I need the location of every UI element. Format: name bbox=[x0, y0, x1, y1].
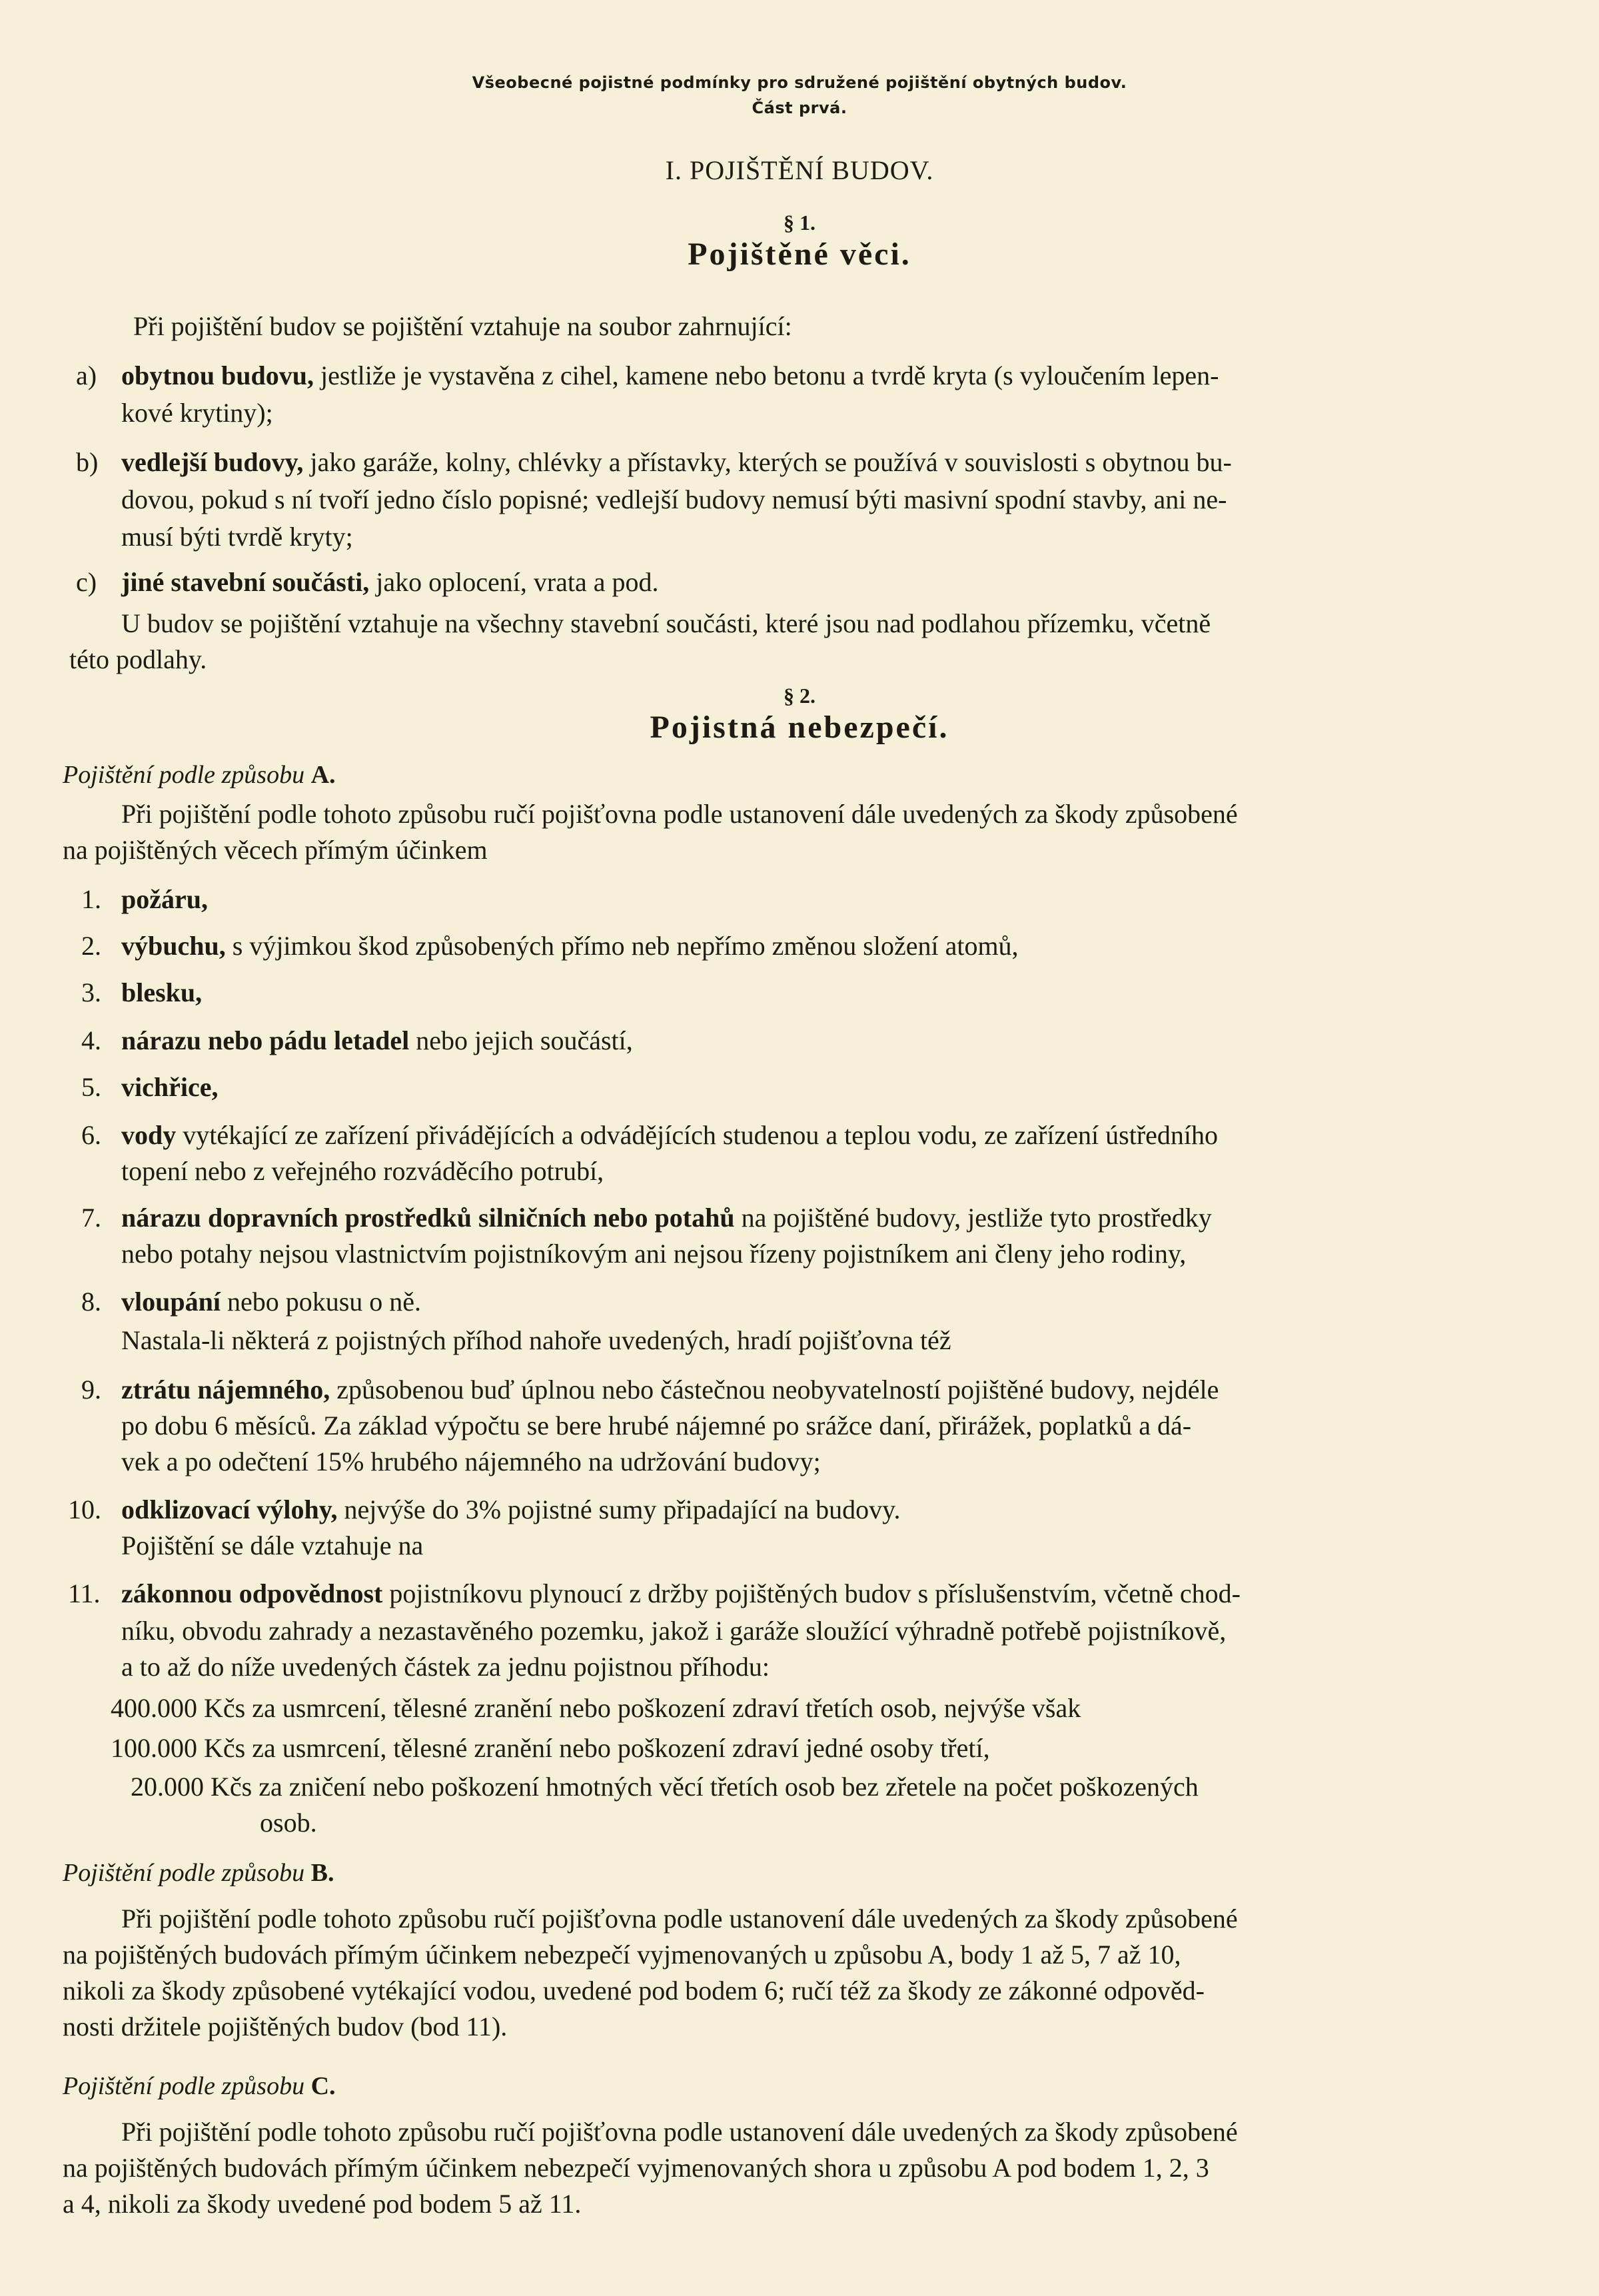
method-c-text: a 4, nikoli za škody uvedené pod bodem 5 až 11. bbox=[63, 2189, 582, 2219]
limit-amount: 100.000 bbox=[111, 1733, 197, 1763]
risk-number: 5. bbox=[81, 1072, 101, 1102]
risk-term: ztrátu nájemného, bbox=[121, 1375, 330, 1405]
risk-term: vichřice, bbox=[121, 1072, 219, 1102]
risk-text: způsobenou buď úplnou nebo částečnou neobyvatelností pojištěné budovy, nejdéle bbox=[330, 1375, 1219, 1405]
limit-amount: 400.000 bbox=[111, 1693, 197, 1723]
list-item-term: obytnou budovu, bbox=[121, 360, 314, 390]
list-item bbox=[121, 449, 1232, 476]
list-item-continuation: kové krytiny); bbox=[121, 398, 273, 428]
list-item-term: jiné stavební součásti, bbox=[121, 567, 370, 597]
risk-item bbox=[121, 1496, 901, 1523]
method-c-heading bbox=[63, 2073, 336, 2099]
list-item bbox=[121, 569, 659, 596]
risk-number: 3. bbox=[81, 977, 101, 1007]
risk-number: 9. bbox=[81, 1375, 101, 1405]
risk-term: výbuchu, bbox=[121, 931, 226, 961]
list-item-text: jako garáže, kolny, chlévky a přístavky, kterých se používá v souvislosti s obytnou bu- bbox=[303, 447, 1232, 477]
risk-text-continuation: vek a po odečtení 15% hrubého nájemného na udržování budovy; bbox=[121, 1446, 821, 1476]
limit-text: Kčs za usmrcení, tělesné zranění nebo poškození zdraví třetích osob, nejvýše však bbox=[197, 1693, 1081, 1723]
risk-item bbox=[121, 1205, 1212, 1231]
list-item-text: jako oplocení, vrata a pod. bbox=[369, 567, 659, 597]
risk-item bbox=[121, 933, 1019, 959]
risk-term: nárazu dopravních prostředků silničních nebo potahů bbox=[121, 1203, 735, 1233]
method-b-text: nosti držitele pojištěných budov (bod 11). bbox=[63, 2011, 508, 2041]
paragraph-title: Pojistná nebezpečí. bbox=[650, 710, 949, 745]
limit-row bbox=[111, 1735, 990, 1762]
method-c-text: Při pojištění podle tohoto způsobu ručí pojišťovna podle ustanovení dále uvedených za škody způsobené bbox=[121, 2117, 1238, 2147]
document-header: Všeobecné pojistné podmínky pro sdružené pojištění obytných budov. bbox=[472, 73, 1127, 92]
section-title: I. POJIŠTĚNÍ BUDOV. bbox=[665, 155, 934, 185]
limit-row bbox=[131, 1774, 1199, 1800]
risk-text-continuation: nebo potahy nejsou vlastnictvím pojistníkovým ani nejsou řízeny pojistníkem ani členy jeho rodiny, bbox=[121, 1239, 1187, 1269]
list-item bbox=[121, 362, 1219, 389]
risk-text-continuation: a to až do níže uvedených částek za jednu pojistnou příhodu: bbox=[121, 1652, 770, 1682]
method-c-text: na pojištěných budovách přímým účinkem nebezpečí vyjmenovaných shora u způsobu A pod bodem 1, 2, 3 bbox=[63, 2153, 1209, 2183]
risk-text: na pojištěné budovy, jestliže tyto prostředky bbox=[734, 1203, 1212, 1233]
limit-text-continuation: osob. bbox=[260, 1808, 317, 1838]
paragraph-title: Pojištěné věci. bbox=[688, 237, 911, 272]
document-part: Část prvá. bbox=[752, 99, 847, 117]
limit-amount: 20.000 bbox=[131, 1772, 204, 1802]
risk-number: 8. bbox=[81, 1287, 101, 1317]
risk-term: odklizovací výlohy, bbox=[121, 1494, 338, 1524]
risk-text-continuation: topení nebo z veřejného rozváděcího potrubí, bbox=[121, 1156, 604, 1186]
method-b-text: na pojištěných budovách přímým účinkem nebezpečí vyjmenovaných u způsobu A, body 1 až 5, 7 až 10, bbox=[63, 1940, 1181, 1970]
risk-term: požáru, bbox=[121, 884, 208, 914]
method-label: Pojištění podle způsobu bbox=[63, 761, 311, 789]
risk-text: nejvýše do 3% pojistné sumy připadající na budovy. bbox=[337, 1494, 901, 1524]
closing-text: U budov se pojištění vztahuje na všechny stavební součásti, které jsou nad podlahou přízemku, včetně bbox=[121, 608, 1211, 638]
risk-number: 7. bbox=[81, 1203, 101, 1233]
method-letter: A. bbox=[310, 761, 336, 789]
list-item-label: c) bbox=[76, 567, 97, 597]
risk-number: 11. bbox=[68, 1578, 101, 1608]
risk-item bbox=[121, 1074, 219, 1101]
risk-term: vloupání bbox=[121, 1287, 221, 1317]
risk-number: 6. bbox=[81, 1120, 101, 1150]
list-item-label: b) bbox=[76, 447, 99, 477]
risk-term: nárazu nebo pádu letadel bbox=[121, 1025, 410, 1055]
method-a-intro-continuation: na pojištěných věcech přímým účinkem bbox=[63, 835, 488, 865]
method-b-heading bbox=[63, 1860, 334, 1886]
method-a-heading bbox=[63, 762, 336, 788]
risk-number: 2. bbox=[81, 931, 101, 961]
paragraph-number: § 1. bbox=[784, 211, 815, 235]
method-label: Pojištění podle způsobu bbox=[63, 2072, 311, 2100]
risk-number: 10. bbox=[68, 1494, 101, 1524]
method-b-text: nikoli za škody způsobené vytékající vodou, uvedené pod bodem 6; ručí též za škody ze zákonné odpověd- bbox=[63, 1976, 1205, 2006]
risk-text: nebo pokusu o ně. bbox=[220, 1287, 422, 1317]
risk-item bbox=[121, 1027, 633, 1054]
risk-item bbox=[121, 1122, 1218, 1149]
method-label: Pojištění podle způsobu bbox=[63, 1859, 311, 1887]
method-b-text: Při pojištění podle tohoto způsobu ručí pojišťovna podle ustanovení dále uvedených za škody způsobené bbox=[121, 1904, 1238, 1934]
list-item-label: a) bbox=[76, 360, 97, 390]
note-text: Nastala-li některá z pojistných příhod nahoře uvedených, hradí pojišťovna též bbox=[121, 1325, 951, 1355]
method-letter: B. bbox=[310, 1859, 334, 1887]
closing-text-continuation: této podlahy. bbox=[69, 644, 207, 674]
paragraph-number: § 2. bbox=[784, 684, 815, 708]
list-item-term: vedlejší budovy, bbox=[121, 447, 304, 477]
risk-text: s výjimkou škod způsobených přímo neb nepřímo změnou složení atomů, bbox=[225, 931, 1019, 961]
intro-text: Při pojištění budov se pojištění vztahuje na soubor zahrnující: bbox=[133, 311, 792, 341]
method-letter: C. bbox=[310, 2072, 336, 2100]
risk-item bbox=[121, 886, 208, 913]
risk-number: 4. bbox=[81, 1025, 101, 1055]
risk-item bbox=[121, 979, 202, 1006]
note-text: Pojištění se dále vztahuje na bbox=[121, 1530, 424, 1560]
list-item-continuation: dovou, pokud s ní tvoří jedno číslo popisné; vedlejší budovy nemusí býti masivní spodní stavby, ani ne- bbox=[121, 484, 1227, 514]
limit-text: Kčs za zničení nebo poškození hmotných věcí třetích osob bez zřetele na počet poškozených bbox=[204, 1772, 1199, 1802]
risk-term: zákonnou odpovědnost bbox=[121, 1578, 383, 1608]
risk-text-continuation: po dobu 6 měsíců. Za základ výpočtu se bere hrubé nájemné po srážce daní, přirážek, poplatků a dá- bbox=[121, 1411, 1192, 1440]
risk-text: pojistníkovu plynoucí z držby pojištěných budov s příslušenstvím, včetně chod- bbox=[382, 1578, 1241, 1608]
list-item-text: jestliže je vystavěna z cihel, kamene nebo betonu a tvrdě kryta (s vyloučením lepen- bbox=[314, 360, 1219, 390]
limit-text: Kčs za usmrcení, tělesné zranění nebo poškození zdraví jedné osoby třetí, bbox=[197, 1733, 990, 1763]
list-item-continuation: musí býti tvrdě kryty; bbox=[121, 522, 353, 552]
method-a-intro: Při pojištění podle tohoto způsobu ručí pojišťovna podle ustanovení dále uvedených za škody způsobené bbox=[121, 799, 1238, 829]
risk-text: vytékající ze zařízení přivádějících a odvádějících studenou a teplou vodu, ze zařízení ústředního bbox=[176, 1120, 1219, 1150]
risk-term: vody bbox=[121, 1120, 177, 1150]
risk-item bbox=[121, 1377, 1219, 1403]
risk-text-continuation: níku, obvodu zahrady a nezastavěného pozemku, jakož i garáže sloužící výhradně potřebě pojistníkově, bbox=[121, 1616, 1227, 1646]
risk-number: 1. bbox=[81, 884, 101, 914]
risk-term: blesku, bbox=[121, 977, 203, 1007]
risk-item bbox=[121, 1289, 421, 1315]
risk-item bbox=[121, 1580, 1241, 1607]
risk-text: nebo jejich součástí, bbox=[409, 1025, 633, 1055]
limit-row bbox=[111, 1695, 1081, 1722]
